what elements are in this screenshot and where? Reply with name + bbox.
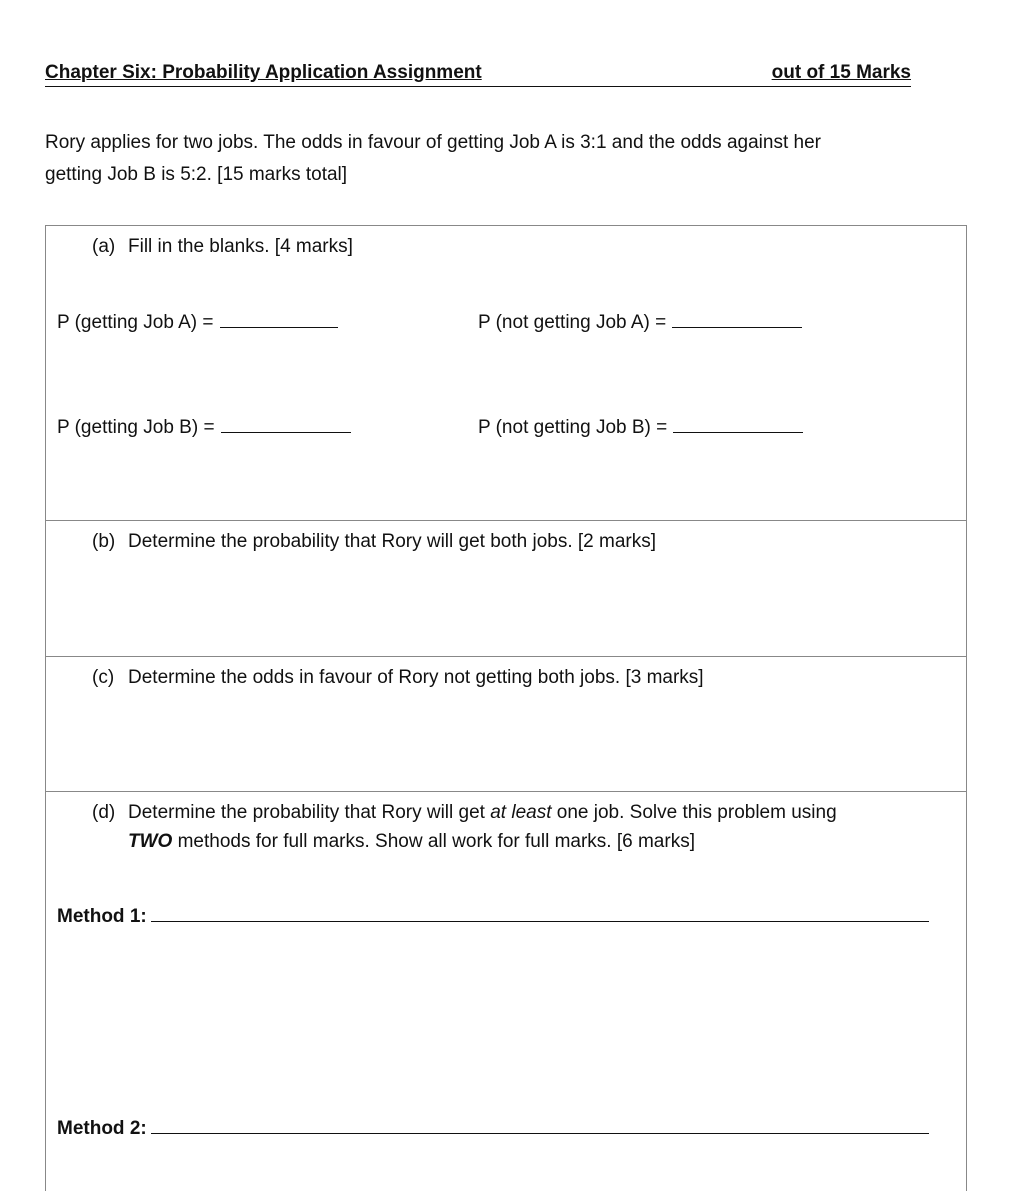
part-c-text: Determine the odds in favour of Rory not getting both jobs. [3 marks] (128, 667, 704, 688)
method-1-line[interactable] (151, 907, 929, 922)
part-c-label: (c) (92, 667, 115, 688)
method-2-line[interactable] (151, 1119, 929, 1134)
p-not-job-a-blank[interactable] (672, 313, 802, 328)
part-c-question (92, 663, 962, 692)
p-not-job-b-row (478, 417, 803, 439)
method-1-row (57, 906, 929, 928)
part-b-question (92, 527, 962, 556)
part-a-label: (a) (92, 236, 116, 257)
method-2-row (57, 1118, 929, 1140)
intro-line-1: Rory applies for two jobs. The odds in favour of getting Job A is 3:1 and the odds against her (45, 132, 821, 153)
assignment-header (45, 62, 911, 87)
part-d-box (45, 791, 967, 1191)
p-not-job-a-row (478, 312, 802, 334)
part-b-label: (b) (92, 531, 116, 552)
p-job-a-blank[interactable] (220, 313, 338, 328)
assignment-title: Chapter Six: Probability Application Assignment (45, 62, 482, 83)
p-job-b-blank[interactable] (221, 418, 351, 433)
part-d-two-emphasis: TWO (128, 831, 173, 852)
p-not-job-b-label: P (not getting Job B) = (478, 417, 668, 438)
p-job-b-row (57, 417, 351, 439)
part-d-line2-text: methods for full marks. Show all work for full marks. [6 marks] (172, 831, 695, 852)
part-d-label: (d) (92, 802, 116, 823)
intro-line-2: getting Job B is 5:2. [15 marks total] (45, 164, 348, 185)
p-not-job-b-blank[interactable] (673, 418, 803, 433)
part-a-question (92, 232, 962, 261)
part-b-box[interactable] (45, 520, 967, 657)
total-marks: out of 15 Marks (771, 62, 911, 83)
p-not-job-a-label: P (not getting Job A) = (478, 312, 667, 333)
method-1-label: Method 1: (57, 906, 147, 927)
part-d-text-pre: Determine the probability that Rory will get (128, 802, 491, 823)
problem-intro (45, 127, 975, 191)
part-a-text: Fill in the blanks. [4 marks] (128, 236, 353, 257)
p-job-b-label: P (getting Job B) = (57, 417, 215, 438)
p-job-a-label: P (getting Job A) = (57, 312, 214, 333)
part-c-box[interactable] (45, 656, 967, 792)
part-b-text: Determine the probability that Rory will get both jobs. [2 marks] (128, 531, 657, 552)
part-d-question (92, 798, 962, 856)
part-d-text-emphasis: at least (490, 802, 552, 823)
part-a-box (45, 225, 967, 521)
method-2-label: Method 2: (57, 1118, 147, 1139)
p-job-a-row (57, 312, 338, 334)
part-d-text-post: one job. Solve this problem using (551, 802, 837, 823)
